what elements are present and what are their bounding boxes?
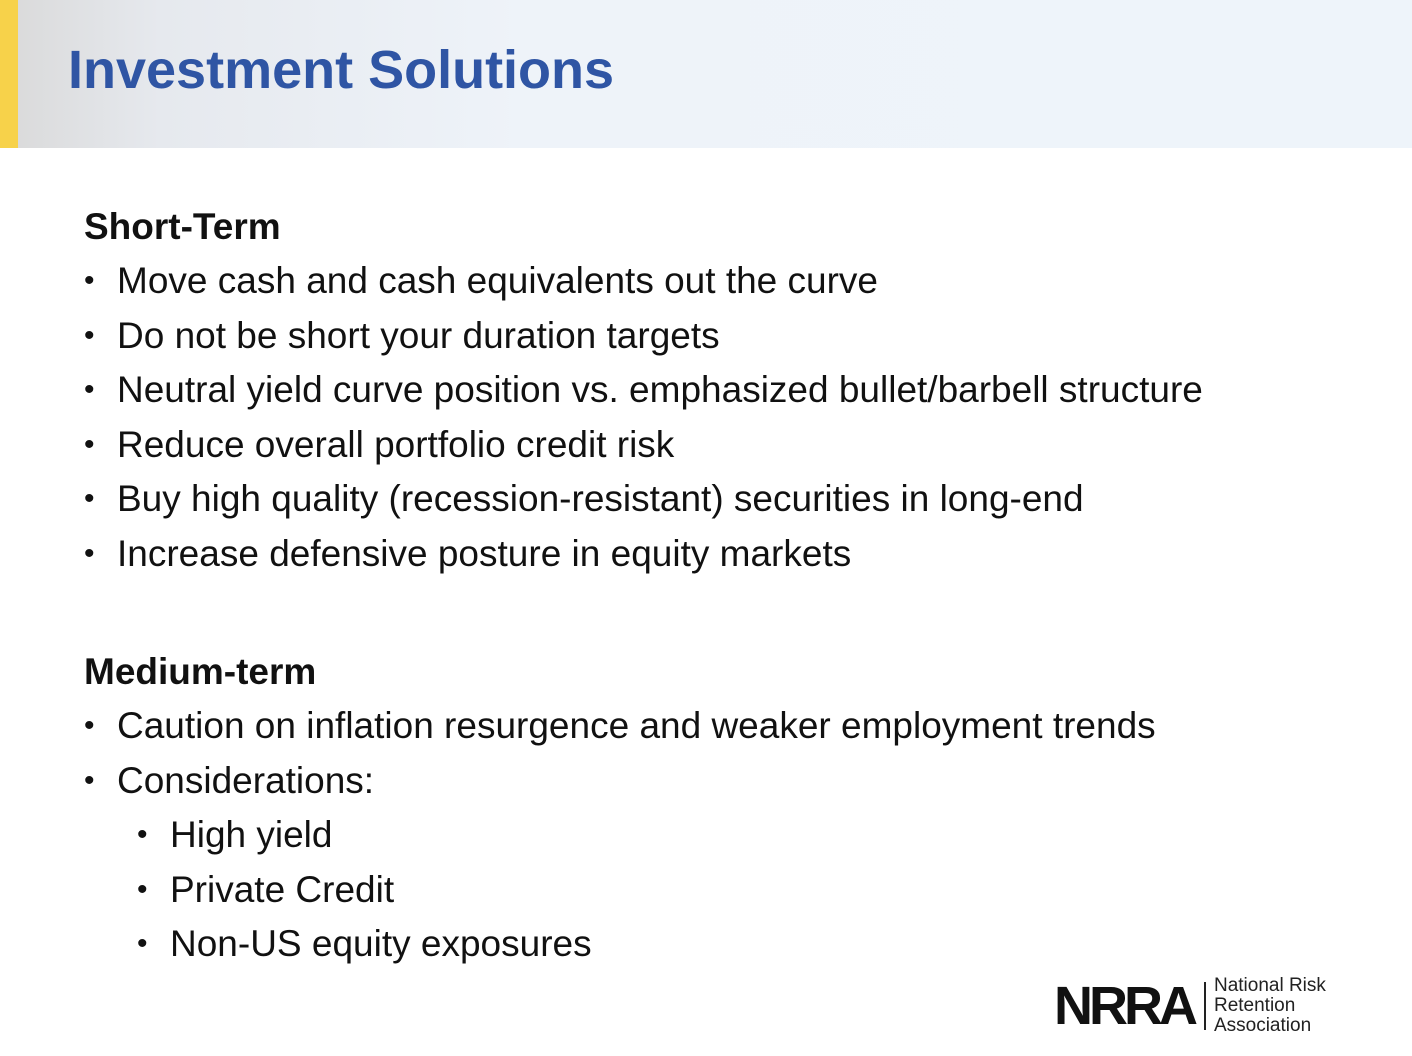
short-term-section (84, 200, 1394, 581)
bullet-icon: • (84, 427, 95, 461)
sub-list-item (84, 863, 1394, 918)
medium-term-list (84, 699, 1394, 972)
bullet-icon: • (84, 264, 95, 297)
bullet-icon: • (137, 927, 148, 960)
bullet-icon: • (84, 536, 95, 570)
list-item (84, 699, 1394, 754)
list-item-text: Non-US equity exposures (170, 923, 592, 964)
list-item (84, 254, 1394, 309)
list-item-text: Private Credit (170, 868, 395, 910)
medium-term-section (84, 645, 1394, 972)
bullet-icon: • (84, 373, 95, 406)
logo-line-2: Retention Association (1213, 995, 1312, 1036)
list-item-text: Considerations: (117, 759, 375, 801)
logo-mark: NRRA (1054, 976, 1194, 1036)
logo-text (1214, 976, 1394, 1036)
sub-list-item (84, 808, 1394, 863)
list-item-text: Reduce overall portfolio credit risk (117, 423, 675, 465)
list-item-text: Increase defensive posture in equity markets (117, 532, 852, 574)
list-item-text: Buy high quality (recession-resistant) securities in long-end (117, 478, 1084, 519)
bullet-icon: • (137, 872, 148, 906)
bullet-icon: • (84, 318, 95, 352)
slide-title: Investment Solutions (68, 40, 615, 100)
nrra-logo (1054, 975, 1394, 1036)
list-item-text: Move cash and cash equivalents out the curve (117, 260, 879, 301)
list-item (84, 309, 1394, 364)
short-term-list (84, 254, 1394, 581)
list-item (84, 527, 1394, 582)
bullet-icon: • (84, 482, 95, 515)
logo-divider (1204, 982, 1206, 1030)
list-item (84, 472, 1394, 527)
list-item-text: Caution on inflation resurgence and weaker employment trends (117, 705, 1156, 746)
bullet-icon: • (137, 818, 148, 851)
list-item (84, 418, 1394, 473)
list-item-text: High yield (170, 814, 333, 855)
slide-header (0, 0, 1412, 148)
list-item-text: Do not be short your duration targets (117, 314, 720, 356)
bullet-icon: • (84, 763, 95, 797)
list-item (84, 363, 1394, 418)
list-item (84, 754, 1394, 809)
short-term-heading: Short-Term (84, 206, 281, 247)
header-accent-bar (0, 0, 18, 148)
list-item-text: Neutral yield curve position vs. emphasized bullet/barbell structure (117, 369, 1203, 410)
medium-term-heading: Medium-term (84, 651, 317, 692)
sub-list-item (84, 917, 1394, 972)
bullet-icon: • (84, 709, 95, 742)
logo-line-1: National Risk (1213, 975, 1326, 996)
